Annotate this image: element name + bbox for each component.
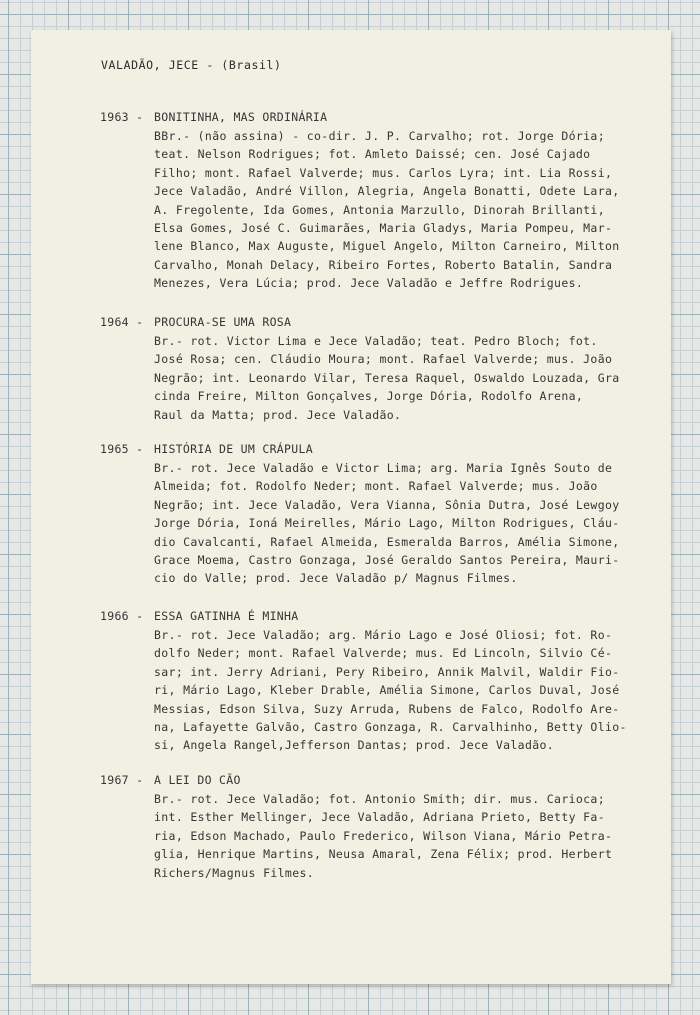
film-title: PROCURA-SE UMA ROSA bbox=[154, 315, 292, 329]
credit-line: Jece Valadão, André Villon, Alegria, Angela Bonatti, Odete Lara, bbox=[154, 184, 620, 199]
entry-credits bbox=[154, 459, 640, 588]
filmography-entry bbox=[100, 606, 640, 755]
credit-line: Br.- rot. Victor Lima e Jece Valadão; teat. Pedro Bloch; fot. bbox=[154, 334, 598, 348]
credit-line: Almeida; fot. Rodolfo Neder; mont. Rafael Valverde; mus. João bbox=[154, 479, 598, 494]
film-title: A LEI DO CÃO bbox=[154, 773, 241, 787]
entry-credits bbox=[154, 332, 640, 424]
filmography-entry bbox=[100, 312, 640, 424]
entry-year: 1966 - bbox=[100, 609, 144, 623]
credit-line: Negrão; int. Jece Valadão, Vera Vianna, Sônia Dutra, José Lewgoy bbox=[154, 497, 620, 512]
film-title: ESSA GATINHA É MINHA bbox=[154, 609, 299, 623]
credit-line: Richers/Magnus Filmes. bbox=[154, 865, 315, 880]
entry-year: 1963 - bbox=[100, 110, 144, 124]
credit-line: Filho; mont. Rafael Valverde; mus. Carlos Lyra; int. Lia Rossi, bbox=[154, 165, 613, 180]
credit-line: cinda Freire, Milton Gonçalves, Jorge Dória, Rodolfo Arena, bbox=[154, 389, 584, 404]
credit-line: Br.- rot. Jece Valadão; arg. Mário Lago e José Oliosi; fot. Ro- bbox=[154, 628, 613, 642]
credit-line: BBr.- (não assina) - co-dir. J. P. Carvalho; rot. Jorge Dória; bbox=[154, 129, 605, 143]
filmography-entry bbox=[100, 107, 640, 293]
credit-line: Grace Moema, Castro Gonzaga, José Geraldo Santos Pereira, Mauri- bbox=[154, 553, 620, 568]
credit-line: Elsa Gomes, José C. Guimarães, Maria Gladys, Maria Pompeu, Mar- bbox=[154, 221, 613, 236]
credit-line: int. Esther Mellinger, Jece Valadão, Adriana Prieto, Betty Fa- bbox=[154, 810, 605, 825]
entry-credits bbox=[154, 127, 640, 293]
credit-line: Carvalho, Monah Delacy, Ribeiro Fortes, Roberto Batalin, Sandra bbox=[154, 257, 613, 272]
credit-line: Br.- rot. Jece Valadão; fot. Antonio Smith; dir. mus. Carioca; bbox=[154, 792, 605, 806]
credit-line: glia, Henrique Martins, Neusa Amaral, Zena Félix; prod. Herbert bbox=[154, 847, 613, 862]
credit-line: Messias, Edson Silva, Suzy Arruda, Rubens de Falco, Rodolfo Are- bbox=[154, 701, 620, 716]
credit-line: ria, Edson Machado, Paulo Frederico, Wilson Viana, Mário Petra- bbox=[154, 828, 613, 843]
page-title: VALADÃO, JECE - (Brasil) bbox=[101, 58, 282, 72]
entry-credits bbox=[154, 626, 640, 755]
credit-line: cio do Valle; prod. Jece Valadão p/ Magnus Filmes. bbox=[154, 571, 518, 586]
credit-line: dio Cavalcanti, Rafael Almeida, Esmeralda Barros, Amélia Simone, bbox=[154, 534, 620, 549]
credit-line: dolfo Neder; mont. Rafael Valverde; mus. Ed Lincoln, Silvio Cé- bbox=[154, 646, 613, 661]
credit-line: A. Fregolente, Ida Gomes, Antonia Marzullo, Dinorah Brillanti, bbox=[154, 202, 605, 217]
filmography-entry bbox=[100, 770, 640, 882]
film-title: HISTÓRIA DE UM CRÁPULA bbox=[154, 442, 313, 456]
entry-year: 1965 - bbox=[100, 442, 144, 456]
entry-year: 1967 - bbox=[100, 773, 144, 787]
credit-line: Jorge Dória, Ioná Meirelles, Mário Lago, Milton Rodrigues, Cláu- bbox=[154, 516, 620, 531]
credit-line: Br.- rot. Jece Valadão e Victor Lima; arg. Maria Ignês Souto de bbox=[154, 461, 613, 475]
credit-line: Menezes, Vera Lúcia; prod. Jece Valadão e Jeffre Rodrigues. bbox=[154, 276, 584, 291]
film-title: BONITINHA, MAS ORDINÁRIA bbox=[154, 110, 328, 124]
filmography-entry bbox=[100, 439, 640, 588]
credit-line: ri, Mário Lago, Kleber Drable, Amélia Simone, Carlos Duval, José bbox=[154, 683, 620, 698]
credit-line: Raul da Matta; prod. Jece Valadão. bbox=[154, 407, 402, 422]
credit-line: na, Lafayette Galvão, Castro Gonzaga, R. Carvalhinho, Betty Olio- bbox=[154, 720, 627, 735]
credit-line: si, Angela Rangel,Jefferson Dantas; prod. Jece Valadão. bbox=[154, 738, 555, 753]
entry-credits bbox=[154, 790, 640, 882]
credit-line: teat. Nelson Rodrigues; fot. Amleto Daissé; cen. José Cajado bbox=[154, 147, 591, 162]
credit-line: José Rosa; cen. Cláudio Moura; mont. Rafael Valverde; mus. João bbox=[154, 352, 613, 367]
credit-line: lene Blanco, Max Auguste, Miguel Angelo, Milton Carneiro, Milton bbox=[154, 239, 620, 254]
entry-year: 1964 - bbox=[100, 315, 144, 329]
credit-line: sar; int. Jerry Adriani, Pery Ribeiro, Annik Malvil, Waldir Fio- bbox=[154, 664, 620, 679]
credit-line: Negrão; int. Leonardo Vilar, Teresa Raquel, Oswaldo Louzada, Gra bbox=[154, 370, 620, 385]
